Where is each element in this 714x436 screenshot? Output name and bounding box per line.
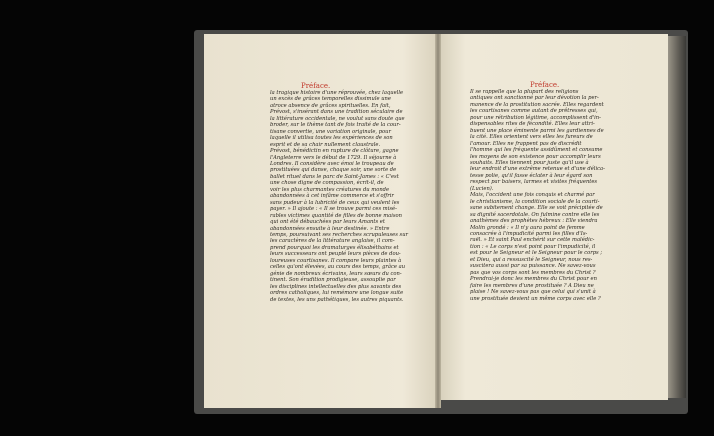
- text-line: Londres. Il considère avec émoi le troupeau de: [270, 160, 394, 167]
- text-line: abandonnées à cet infâme commerce et s'offrir: [270, 193, 394, 200]
- text-line: et Dieu, qui a ressuscité le Seigneur, nous res-: [470, 256, 593, 263]
- text-line: une chose digne de compassion, écrit-il, de: [270, 180, 384, 187]
- text-line: buent une place éminente parmi les gardiennes de: [470, 127, 604, 134]
- text-line: une prostituée devient un même corps avec elle ?: [470, 295, 601, 302]
- text-line: le christianisme, la condition sociale de la courti-: [470, 198, 600, 205]
- text-line: laquelle il utilisa toutes les expériences de son: [270, 135, 393, 142]
- text-line: tinent. Son érudition prodigieuse, assouplie par: [270, 277, 396, 284]
- left-page-heading: Préface.: [301, 82, 331, 90]
- text-line: voir les plus charmantes créatures du monde: [270, 186, 390, 193]
- text-line: leur endroit d'une extrême retenue et d'une délica-: [470, 166, 605, 173]
- text-line: de textes, les uns pathétiques, les autres piquants.: [270, 296, 404, 303]
- text-line: anathèmes des prophètes hébreux : Elle viendra: [470, 218, 598, 225]
- text-line: consacrée à l'impudicité parmi les filles d'Is-: [470, 230, 588, 237]
- text-line: sans pudeur à la lubricité de ceux qui veulent les: [270, 199, 400, 206]
- text-line: est pour le Seigneur et le Seigneur pour le corps ;: [470, 250, 603, 257]
- text-line: raël. » Et saint Paul enchérit sur cette malédic-: [470, 237, 595, 244]
- text-line: un excès de grâces temporelles dissimule une: [270, 96, 391, 103]
- text-line: tisane convertie, une variation originale, pour: [270, 128, 391, 135]
- text-line: plaise ! Ne savez-vous pas que celui qui s'unit à: [470, 289, 596, 296]
- text-line: Prendrai-je donc les membres du Christ pour en: [470, 276, 597, 283]
- text-line: pas que vos corps sont les membres du Christ ?: [470, 269, 596, 276]
- right-page-body: [470, 89, 605, 302]
- text-line: Mais, l'occident une fois conquis et charmé par: [470, 192, 595, 199]
- text-line: sane subitement change. Elle se voit précipitée de: [470, 205, 603, 212]
- text-line: ordres catholiques, lui remémore une longue suite: [270, 290, 404, 297]
- text-line: les disciplines intellectuelles des plus savants des: [270, 283, 402, 290]
- text-line: génie de nombreux écrivains, leurs sœurs du con-: [270, 270, 402, 277]
- text-line: celles qu'ont élevées, au cours des temps, grâce au: [270, 264, 406, 271]
- text-line: dispensables rites de fécondité. Elles leur attri-: [470, 121, 595, 128]
- text-line: Prévost, bénédictin en rupture de clôture, gagne: [270, 148, 399, 155]
- text-line: faire les membres d'une prostituée ? A Dieu ne: [470, 282, 594, 289]
- text-line: Il se rappelle que la plupart des religions: [470, 89, 579, 95]
- text-line: pour une rétribution légitime, accomplissent d'in-: [470, 114, 601, 121]
- text-line: esprit et de sa chair nullement claustrale.: [270, 141, 381, 148]
- text-line: payer. » Il ajoute : « Il se trouve parmi ces misé-: [270, 206, 397, 213]
- text-line: souhaits. Elles tiennent pour juste qu'il use à: [470, 159, 589, 166]
- right-page-heading: Préface.: [530, 81, 560, 89]
- text-line: abandonnées ensuite à leur destinée. » Entre: [270, 225, 390, 232]
- text-line: loureuses courtisanes. Il compare leurs plaintes à: [270, 257, 402, 264]
- text-line: manence de la prostitution sacrée. Elles regardent: [470, 101, 604, 108]
- text-line: temps, poursuivant ses recherches scrupuleuses sur: [270, 231, 409, 238]
- text-line: l'amour. Elles ne frappent pas de discrédit: [470, 140, 582, 147]
- text-line: tion : « Le corps n'est point pour l'impudicité, il: [470, 243, 596, 250]
- text-line: atroce absence de grâces spirituelles. En fait,: [270, 102, 391, 109]
- text-line: la cité. Elles orientent vers elles les fureurs de: [470, 134, 593, 141]
- text-line: Prévost, s'insérant dans une tradition séculaire de: [270, 109, 403, 116]
- text-line: (Lucien).: [470, 185, 494, 192]
- text-line: prostituées qui danse, chaque soir, une sorte de: [270, 167, 397, 174]
- text-line: tesse polie, qu'il fasse éclater à leur égard son: [470, 172, 593, 179]
- text-line: sa dignité sacerdotale. On fulmine contre elle les: [470, 211, 600, 218]
- left-page-body: [270, 90, 408, 303]
- text-line: prend pourquoi les dramaturges élisabéthains et: [270, 244, 399, 251]
- text-line: rables victimes quantité de filles de bonne maison: [270, 212, 402, 219]
- text-line: la littérature occidentale, ne voulut sans doute que: [270, 115, 405, 122]
- text-line: les courtisanes comme autant de prêtresses qui,: [470, 108, 598, 115]
- text-line: l'homme qui les fréquente assidûment et consume: [470, 147, 603, 154]
- text-line: respect par baisers, larmes et visites fréquentes: [470, 179, 598, 186]
- book-gutter: [435, 34, 441, 408]
- text-line: l'Angleterre vers le début de 1729. Il séjourne à: [270, 154, 397, 161]
- text-line: antiques ont sanctionné par leur dévotion la per-: [470, 95, 599, 102]
- text-line: les moyens de son existence pour accomplir leurs: [470, 153, 601, 160]
- text-line: les caractères de la littérature anglaise, il com-: [270, 238, 395, 245]
- text-line: broder, sur le thème tant de fois traité de la cour-: [270, 122, 401, 129]
- page-edges: [668, 36, 686, 398]
- text-line: la tragique histoire d'une réprouvée, chez laquelle: [270, 90, 404, 96]
- text-line: leurs successeurs ont peuplé leurs pièces de dou-: [270, 251, 401, 258]
- text-line: suscitera aussi par sa puissance. Ne savez-vous: [470, 263, 596, 270]
- text-line: Molin grondé : « Il n'y aura point de femme: [470, 224, 585, 231]
- text-line: ballet rituel dans le parc de Saint-James : « C'est: [270, 173, 399, 180]
- text-line: qui ont été débauchées par leurs Amants et: [270, 219, 385, 226]
